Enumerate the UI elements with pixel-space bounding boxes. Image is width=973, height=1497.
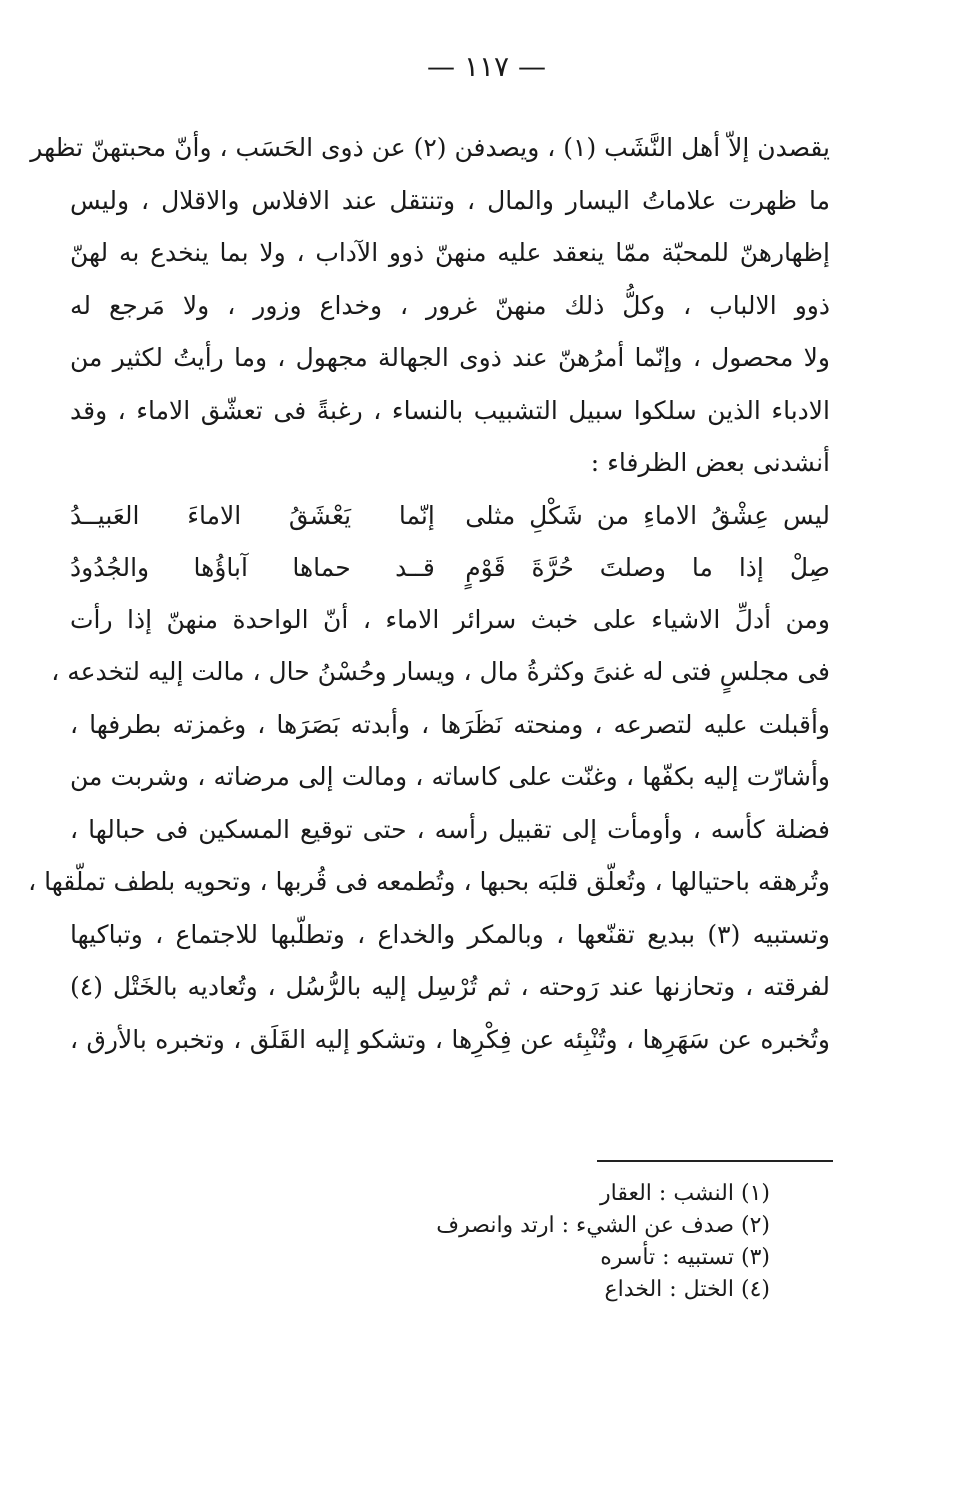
footnotes bbox=[300, 1178, 770, 1306]
footnote: (١) النشب : العقار bbox=[600, 1181, 770, 1206]
text-line: ولا محصول ، وإنّما أمرُهنّ عند ذوى الجهالة مجهول ، وما رأيتُ لكثير من bbox=[70, 343, 830, 372]
text-line: الادباء الذين سلكوا سبيل التشبيب بالنساء ، رغبةً فى تعشّق الاماء ، وقد bbox=[70, 395, 830, 425]
text-line: ما ظهرت علاماتُ اليسار والمال ، وتنتقل عند الافلاس والاقلال ، وليس bbox=[70, 185, 830, 215]
text-line: وأقبلت عليه لتصرعه ، ومنحته نَظَرَها ، وأبدته بَصَرَها ، وغمزته بطرفها ، bbox=[70, 709, 830, 739]
text-line: ومن أدلِّ الاشياء على خبث سرائر الاماء ، أنّ الواحدة منهنّ إذا رأت bbox=[70, 604, 830, 634]
verse-second-hemistich: إنّما يَعْشَقُ الاماءَ العَبيــدُ bbox=[70, 500, 435, 530]
text-line: يقصدن إلاّ أهل النَّشَب (١) ، ويصدفن (٢) عن ذوى الحَسَب ، وأنّ محبتهنّ تظهر bbox=[30, 133, 830, 162]
verse-first-hemistich: صِلْ إذا ما وصلتَ حُرَّةَ قَوْمٍ bbox=[465, 552, 830, 582]
verse-first-hemistich: ليس عِشْقُ الاماءِ من شَكْلِ مثلى bbox=[465, 500, 830, 530]
text-line: لفرقته ، وتحازنها عند رَوحته ، ثم تُرْسِل إليه بالرُّسُل ، وتُعاديه بالخَتْل (٤) bbox=[70, 972, 830, 1001]
text-line: وتُرهقه باحتيالها ، وتُعلّق قلبَه بحبها ، وتُطمعه فى قُربها ، وتحويه بلطف تملّقها ، bbox=[28, 867, 830, 896]
text-line: وأشارّت إليه بكفّها ، وغنّت على كاساته ، ومالت إلى مرضاته ، وشربت من bbox=[70, 762, 830, 791]
poem-verse bbox=[70, 542, 830, 594]
text-line: أنشدنى بعض الظرفاء : bbox=[590, 448, 830, 477]
page-number: — ١١٧ — bbox=[427, 50, 546, 83]
main-text bbox=[28, 122, 830, 1066]
text-line: وتُخبره عن سَهَرِها ، وتُنْبِئه عن فِكْرِها ، وتشكو إليه القَلَق ، وتخبره بالأرق ، bbox=[70, 1024, 830, 1054]
text-line: إظهارهنّ للمحبّة ممّا ينعقد عليه منهنّ ذوو الآداب ، ولا بما ينخدع به لهنّ bbox=[70, 238, 830, 267]
text-line: فى مجلسٍ فتى له غنىً وكثرةُ مال ، ويسار وحُسْنُ حال ، مالت إليه لتخدعه ، bbox=[51, 657, 830, 686]
footnote: (٤) الختل : الخداع bbox=[604, 1277, 770, 1302]
verse-second-hemistich: قــد حماها آباؤُها والجُدُودُ bbox=[70, 552, 435, 582]
footnote-separator bbox=[597, 1160, 833, 1162]
footnote: (٢) صدف عن الشيء : ارتد وانصرف bbox=[436, 1213, 770, 1238]
poem-verse bbox=[70, 490, 830, 542]
text-line: فضلة كأسه ، وأومأت إلى تقبيل رأسه ، حتى توقيع المسكين فى حبالها ، bbox=[70, 814, 830, 844]
footnote: (٣) تستبيه : تأسره bbox=[600, 1245, 770, 1270]
text-line: وتستبيه (٣) ببديع تقنّعها ، وبالمكر والخداع ، وتطلّبها للاجتماع ، وتباكيها bbox=[70, 919, 830, 949]
text-line: ذوو الالباب ، وكلُّ ذلك منهنّ غرور ، وخداع وزور ، ولا مَرجع له bbox=[70, 290, 830, 320]
